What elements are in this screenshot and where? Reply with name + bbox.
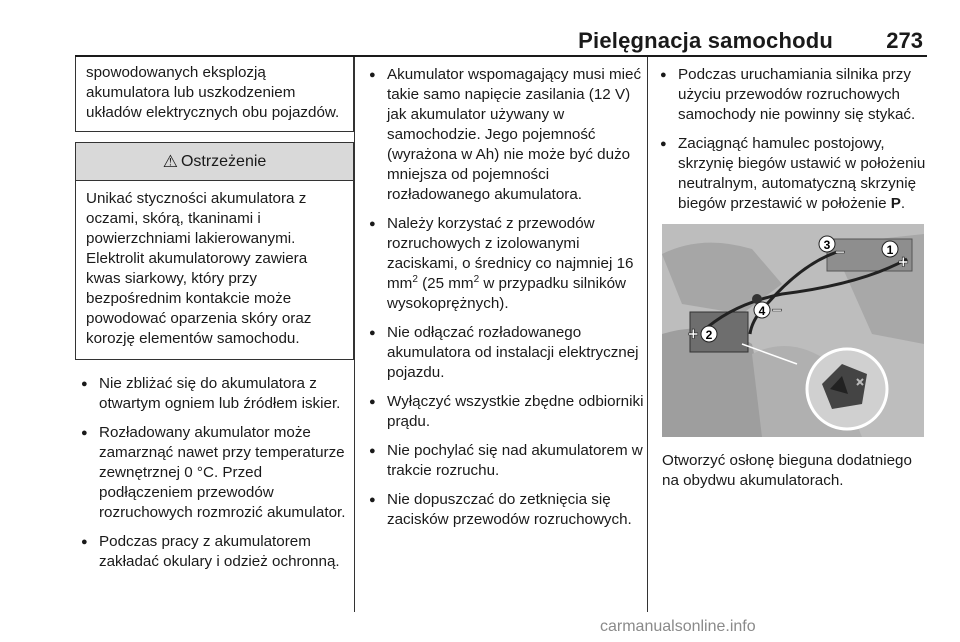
column-1 — [75, 57, 354, 581]
warning-box — [75, 142, 354, 360]
plus-sign: + — [688, 324, 699, 344]
superscript: 2 — [473, 273, 480, 285]
svg-text:1: 1 — [886, 243, 894, 257]
page-number: 273 — [886, 28, 923, 53]
continuation-text: spowodowanych eksplozją akumulatora lub uszkodzeniem układów elektrycznych obu pojazdów. — [86, 64, 340, 121]
list-item: ● Nie zbliżać się do akumulatora z otwartym ogniem lub źródłem iskier. — [75, 374, 354, 414]
list-item: ● Podczas uruchamiania silnika przy użyciu przewodów rozruchowych samochody nie powinny się stykać. — [654, 65, 930, 125]
list-item: ● Podczas pracy z akumulatorem zakładać okulary i odzież ochronną. — [75, 532, 354, 572]
bullet-list-col1 — [75, 374, 354, 572]
warning-header — [76, 143, 353, 181]
bullet-list-col2 — [355, 57, 648, 530]
bullet-list-col3 — [648, 57, 930, 214]
list-item: ● Akumulator wspomagający musi mieć takie samo napięcie zasilania (12 V) jak akumulator używany w samochodzie. Jego pojemność (wyrażona w Ah) nie może być dużo mniejsza od pojemności rozładowanego akumulatora. — [363, 65, 648, 205]
list-item — [363, 214, 648, 314]
column-2 — [354, 57, 648, 612]
minus-sign: – — [835, 241, 846, 261]
text-run: Należy korzystać z przewodów rozruchowych z izolowanymi zaciskami, o średnicy co najmniej 16 mm — [387, 215, 634, 292]
list-item: ● Nie pochylać się nad akumulatorem w trakcie rozruchu. — [363, 441, 648, 481]
warning-title: Ostrzeżenie — [180, 152, 267, 170]
engine-bay-figure — [662, 224, 924, 437]
callout-3 — [819, 236, 835, 252]
callout-1 — [882, 241, 898, 257]
list-item: ● Wyłączyć wszystkie zbędne odbiorniki prądu. — [363, 392, 648, 432]
callout-4 — [754, 302, 770, 318]
column-3 — [647, 57, 930, 612]
watermark: carmanualsonline.info — [600, 618, 756, 635]
superscript: 2 — [412, 273, 418, 285]
gear-position-label: P — [890, 195, 901, 212]
svg-text:3: 3 — [823, 238, 831, 252]
list-item: ● Nie odłączać rozładowanego akumulatora od instalacji elektrycznej pojazdu. — [363, 323, 648, 383]
page-header — [75, 24, 925, 54]
warning-triangle-icon: ⚠ — [162, 151, 178, 171]
text-run: (25 mm — [417, 275, 474, 292]
jump-start-illustration — [662, 224, 924, 437]
svg-text:2: 2 — [705, 328, 713, 342]
text-run: w przypadku silników wysokoprężnych). — [387, 275, 627, 312]
svg-text:4: 4 — [758, 304, 766, 318]
list-item — [654, 134, 930, 214]
minus-sign: – — [772, 299, 783, 319]
text-run: . — [900, 195, 906, 212]
figure-caption: Otworzyć osłonę bieguna dodatniego na obydwu akumulatorach. — [662, 452, 912, 489]
callout-2 — [701, 326, 717, 342]
page-title: Pielęgnacja samochodu — [578, 28, 833, 53]
warning-body: Unikać styczności akumulatora z oczami, skórą, tkaninami i powierzchniami lakierowanymi. Elektrolit akumulatorowy zawiera kwas siarkowy, który przy bezpośrednim kontakcie może powodować oparzenia skóry oraz korozję elementów samochodu. — [86, 190, 312, 347]
list-item: ● Rozładowany akumulator może zamarznąć nawet przy temperaturze zewnętrznej 0 °C. Przed podłączeniem przewodów rozruchowych rozmrozić akumulator. — [75, 423, 354, 523]
text-run: Zaciągnąć hamulec postojowy, skrzynię biegów ustawić w położeniu neutralnym, automatyczną skrzynię biegów przestawić w położenie — [678, 135, 926, 212]
list-item: ● Nie dopuszczać do zetknięcia się zacisków przewodów rozruchowych. — [363, 490, 648, 530]
plus-sign: + — [898, 252, 909, 272]
warning-continuation-box — [75, 57, 354, 132]
